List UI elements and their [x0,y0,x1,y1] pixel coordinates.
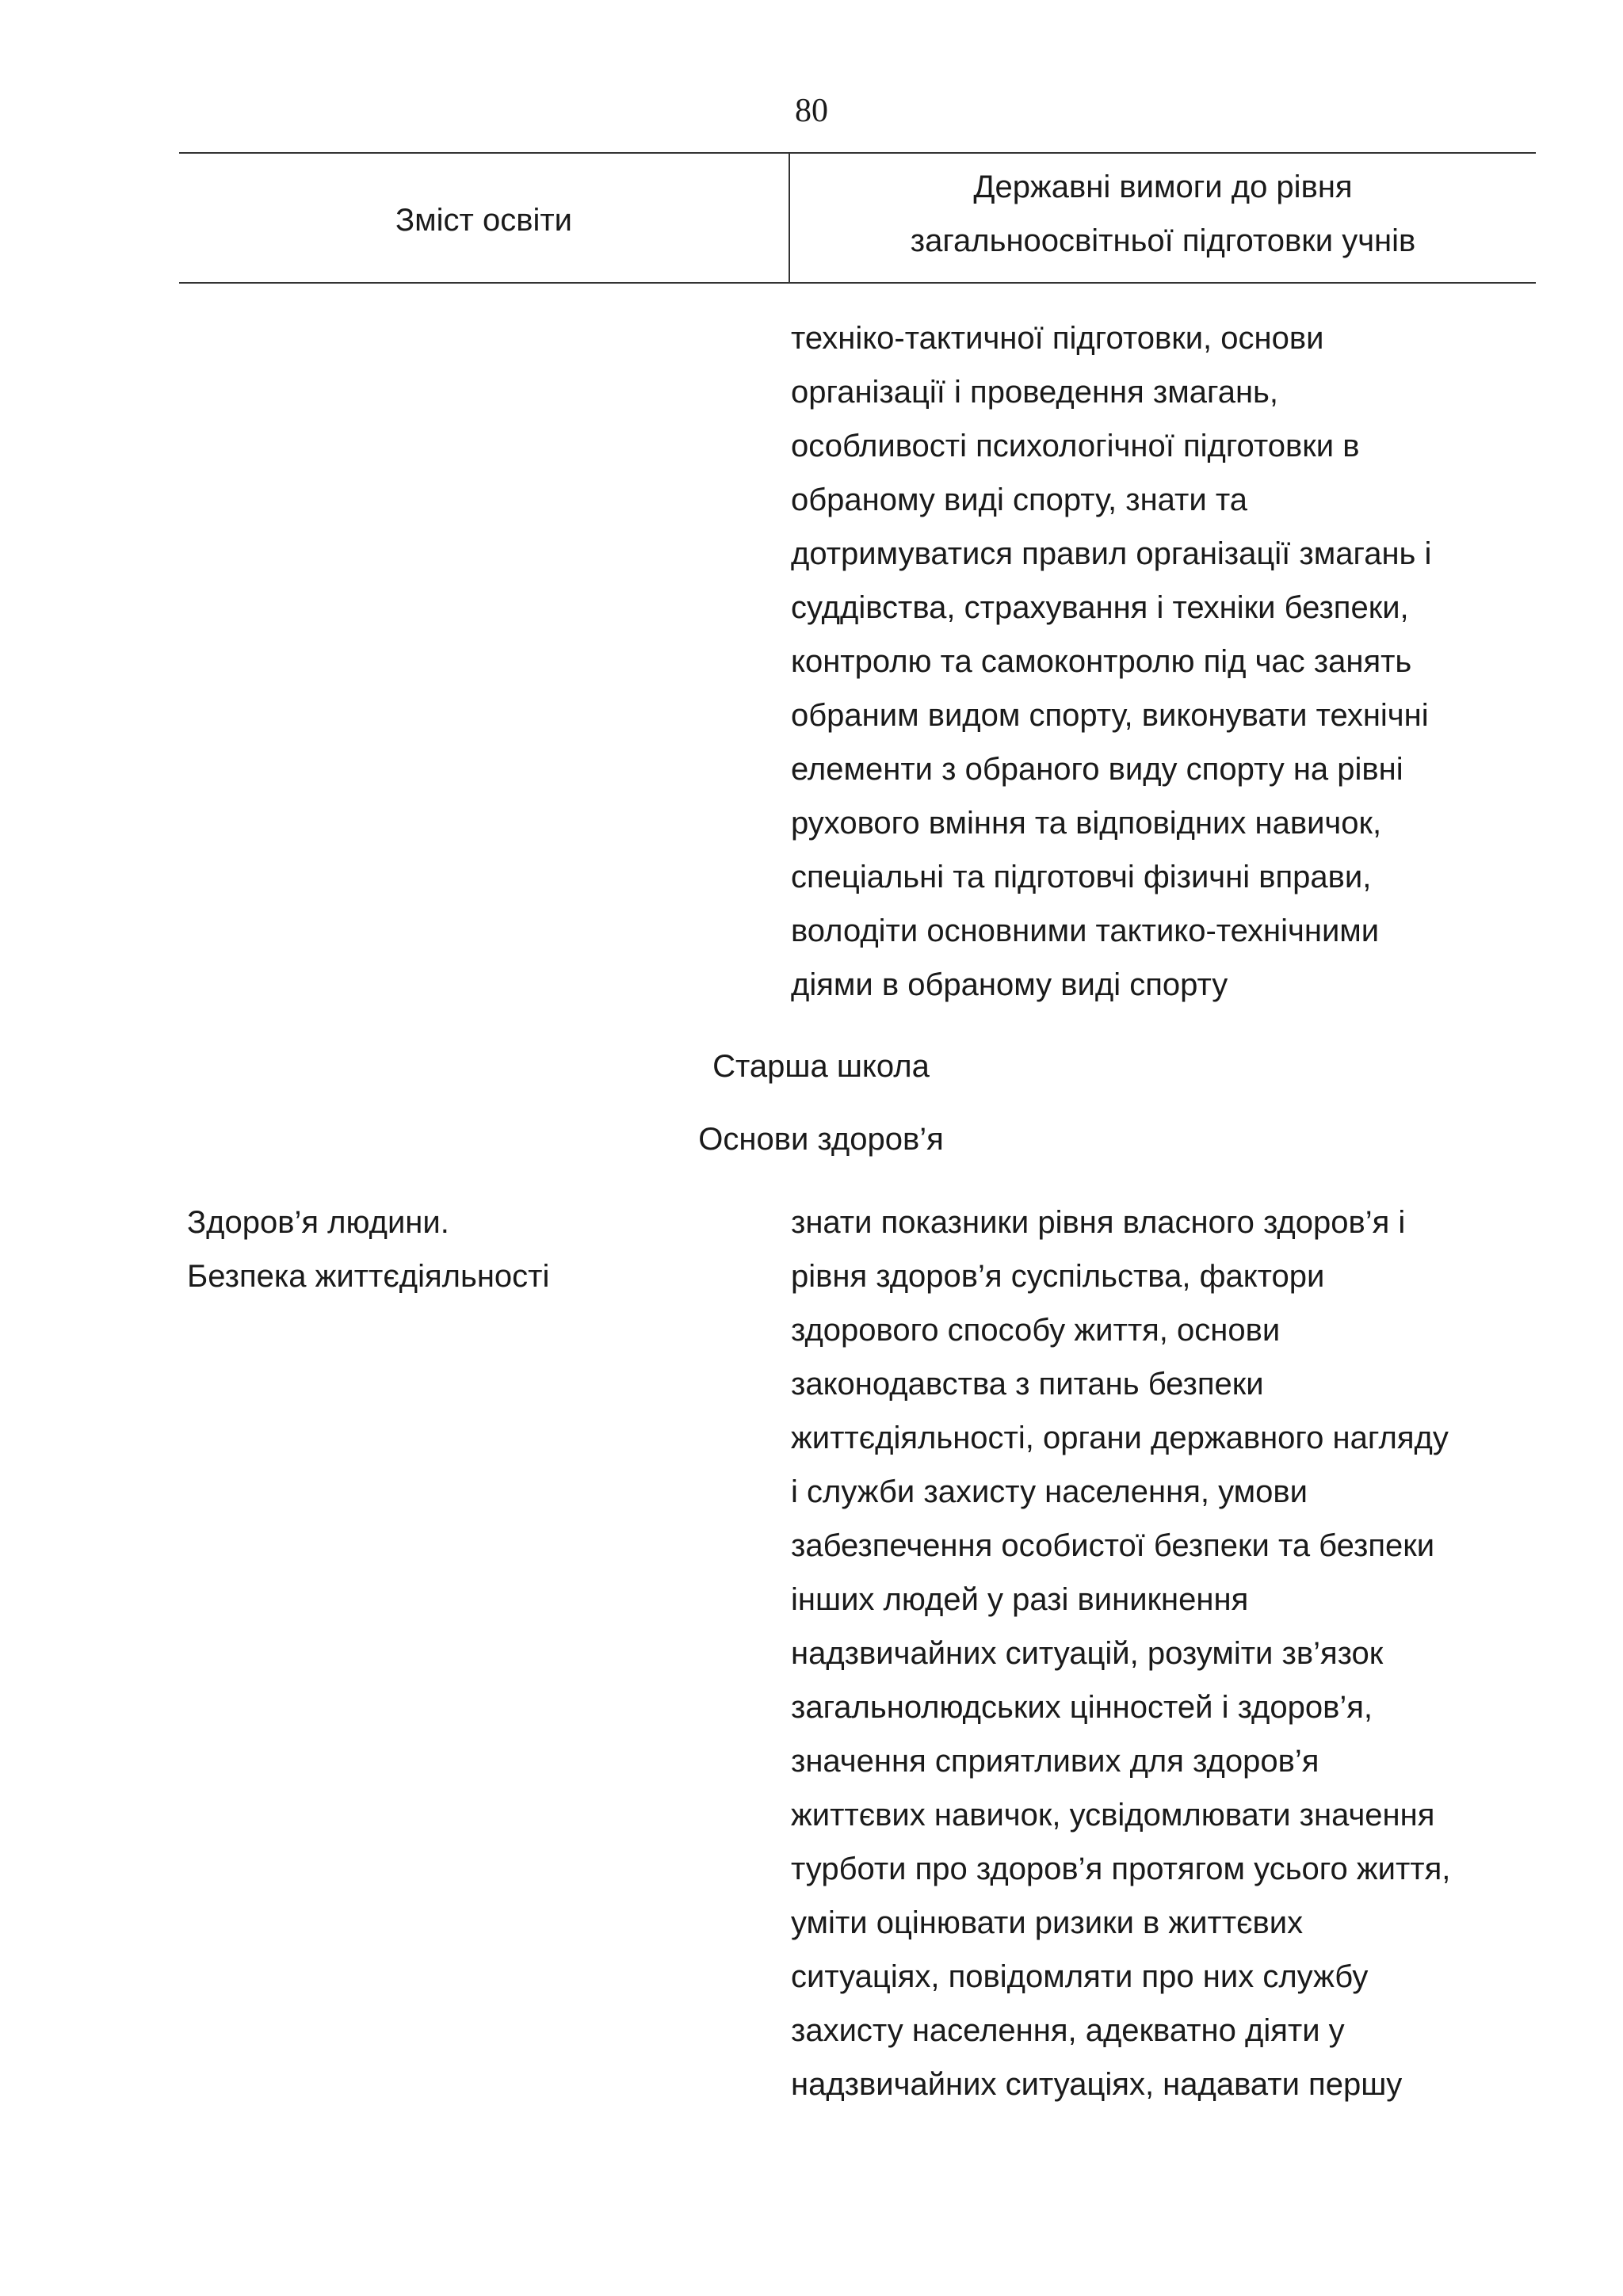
text-line: організації і проведення змагань, [791,375,1278,410]
text-line: діями в обраному виді спорту [791,967,1228,1002]
text-line: законодавства з питань безпеки [791,1367,1264,1402]
text-line: знати показники рівня власного здоров’я і [791,1205,1406,1240]
text-line: особливості психологічної підготовки в [791,429,1360,463]
topic-line: Здоров’я людини. [187,1205,449,1240]
text-line: уміти оцінювати ризики в життєвих [791,1905,1304,1940]
text-line: турботи про здоров’я протягом усього життя, [791,1852,1451,1886]
text-line: спеціальні та підготовчі фізичні вправи, [791,860,1372,894]
text-line: техніко-тактичної підготовки, основи [791,321,1324,356]
text-line: надзвичайних ситуаціях, надавати першу [791,2067,1403,2102]
text-line: здорового способу життя, основи [791,1313,1281,1348]
text-line: життєдіяльності, органи державного нагляду [791,1421,1449,1455]
text-line: життєвих навичок, усвідомлювати значення [791,1798,1435,1833]
text-line: захисту населення, адекватно діяти у [791,2013,1345,2048]
page-number: 80 [795,93,828,129]
text-line: рівня здоров’я суспільства, фактори [791,1259,1325,1294]
text-line: контролю та самоконтролю під час занять [791,644,1412,679]
text-line: суддівства, страхування і техніки безпеки, [791,590,1409,625]
text-line: володіти основними тактико-технічними [791,913,1380,948]
school-level-heading: Старша школа [712,1049,930,1084]
text-line: елементи з обраного виду спорту на рівні [791,752,1403,787]
health-requirements [791,1196,1544,2111]
text-line: інших людей у разі виникнення [791,1582,1249,1617]
text-line: і служби захисту населення, умови [791,1474,1308,1509]
continuation-requirements [791,311,1544,1012]
text-line: значення сприятливих для здоров’я [791,1744,1319,1779]
header-content-label: Зміст освіти [395,203,573,238]
text-line: надзвичайних ситуацій, розуміти зв’язок [791,1636,1384,1671]
subject-heading: Основи здоров’я [698,1122,944,1157]
text-line: обраному виді спорту, знати та [791,482,1247,517]
header-requirements-line-2: загальноосвітньої підготовки учнів [910,223,1416,258]
table-header [179,152,1536,284]
text-line: загальнолюдських цінностей і здоров’я, [791,1690,1373,1725]
header-requirements-line-1: Державні вимоги до рівня [973,170,1353,204]
topic-line: Безпека життєдіяльності [187,1259,550,1294]
content-topic [187,1196,773,1303]
header-content-column [179,154,789,282]
text-line: дотримуватися правил організації змагань і [791,536,1432,571]
text-line: обраним видом спорту, виконувати технічні [791,698,1429,733]
text-line: забезпечення особистої безпеки та безпеки [791,1528,1435,1563]
header-requirements-column [790,160,1536,268]
text-line: ситуаціях, повідомляти про них службу [791,1959,1369,1994]
text-line: рухового вміння та відповідних навичок, [791,806,1382,841]
